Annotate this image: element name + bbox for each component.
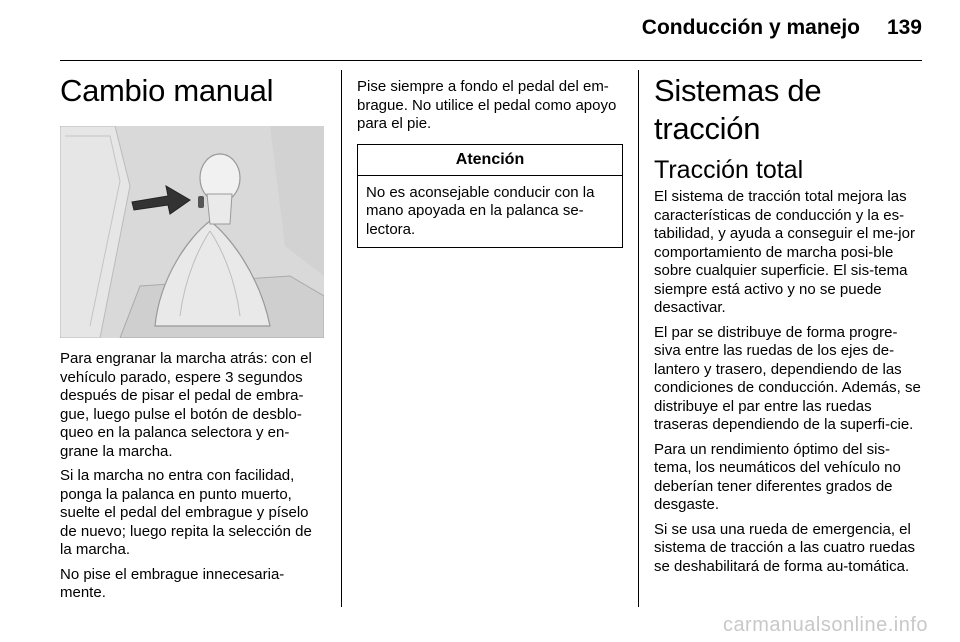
column-divider	[341, 70, 342, 607]
section-title-manual-transmission: Cambio manual	[60, 73, 274, 108]
middle-column	[357, 78, 623, 248]
watermark: carmanualsonline.info	[722, 614, 928, 636]
right-column	[654, 72, 922, 582]
section-title-traction-systems: Sistemas de tracción	[654, 73, 822, 146]
page-number: 139	[886, 16, 922, 39]
gear-shift-illustration	[60, 126, 324, 338]
column-divider	[638, 70, 639, 607]
paragraph: Si se usa una rueda de emergencia, el sistema de tracción a las cuatro ruedas se deshabilitará de forma au-tomática.	[654, 520, 915, 575]
header-rule	[60, 60, 922, 61]
left-column	[60, 72, 326, 609]
paragraph: Para un rendimiento óptimo del sis-tema, los neumáticos del vehículo no deberían tener diferentes grados de desgaste.	[654, 440, 901, 513]
paragraph: No pise el embrague innecesaria-mente.	[60, 565, 285, 601]
gear-shift-lever-icon	[60, 126, 324, 338]
notice-body	[358, 176, 622, 248]
caution-notice	[357, 144, 623, 249]
notice-text: No es aconsejable conducir con la mano apoyada en la palanca se-lectora.	[366, 183, 595, 238]
running-header-title: Conducción y manejo	[641, 16, 860, 39]
paragraph: El sistema de tracción total mejora las características de conducción y la es-tabilidad, y ayuda a conseguir el me-jor comportamiento de marcha posi-ble sobre cualquier superficie. El sis-tema siempre está activo y no se puede desactivar.	[654, 188, 915, 316]
paragraph: El par se distribuye de forma progre-siva entre las ruedas de los ejes de-lantero y trasero, dependiendo de las condiciones de conducción. Además, se distribuye el par entre las ruedas traseras dependiendo de la superfi-cie.	[654, 323, 921, 433]
paragraph: Si la marcha no entra con facilidad, ponga la palanca en punto muerto, suelte el pedal del embrague y píselo de nuevo; luego repita la selección de la marcha.	[60, 467, 312, 558]
notice-heading: Atención	[358, 145, 622, 176]
paragraph: Para engranar la marcha atrás: con el vehículo parado, espere 3 segundos después de pisar el pedal de embra-gue, luego pulse el botón de desblo-queo en la palanca selectora y en-grane la marcha.	[60, 350, 312, 460]
subsection-title-all-wheel-drive: Tracción total	[654, 156, 804, 184]
paragraph: Pise siempre a fondo el pedal del em-brague. No utilice el pedal como apoyo para el pie.	[357, 78, 617, 132]
